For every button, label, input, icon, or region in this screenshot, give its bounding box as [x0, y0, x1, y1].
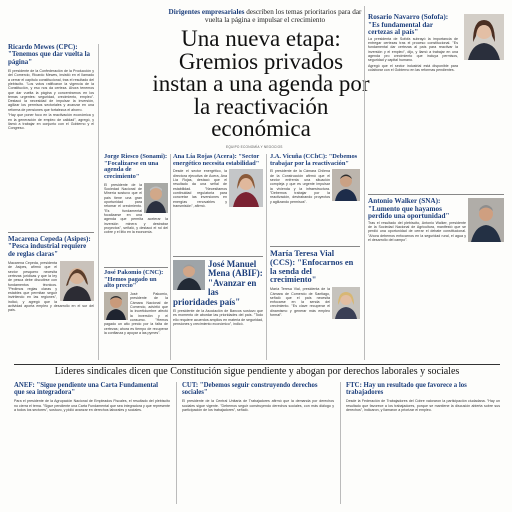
- column-divider: [266, 154, 267, 360]
- article-headline: Jorge Riesco (Sonami): "Focalizarse en una agenda de crecimiento": [104, 153, 168, 181]
- article-paragraph: El presidente de la Central Unitaria de Trabajadores afirmó que la demanda por derechos sociales sigue vigente. "Debemos seguir construyendo derechos sociales, con más diálogo y participación de los trabajadores", señaló.: [182, 399, 334, 412]
- article-headline: Antonio Walker (SNA): "Lumento que hayamos perdido una oportunidad": [368, 197, 450, 221]
- article-body: [14, 399, 170, 495]
- article-headline: Macarena Cepeda (Asipes): "Pesca industrial requiere de reglas claras": [8, 235, 91, 258]
- article-headline: María Teresa Vial (CCS): "Enfocarnos en la senda del crecimiento": [270, 249, 354, 285]
- article-body: [8, 69, 94, 209]
- left-column: [8, 44, 94, 360]
- article-paragraph: Desde el sector energético, la directora ejecutiva de Acera, Ana Lía Rojas, destacó que el resultado da una señal de estabilidad. "Necesitamos continuidad regulatoria para concretar las inversiones en energías renovables y transmisión", afirmó.: [173, 169, 227, 208]
- column-divider: [340, 382, 341, 504]
- portrait-photo: [464, 14, 504, 60]
- section-rule: [14, 364, 500, 365]
- portrait-photo: [60, 261, 94, 301]
- article-headline: José Manuel Mena (ABIF): "Avanzar en las prioridades país": [173, 259, 263, 307]
- column-divider: [176, 382, 177, 504]
- article-headline: J.A. Vicuña (CChC): "Debemos trabajar por la reactivación": [270, 153, 358, 167]
- article-paragraph: El presidente de la Cámara Chilena de la Construcción afirmó que el sector enfrenta una situación compleja y que es urgente impulsar la vivienda y la infraestructura. "Debemos trabajar por la reactivación, destrabando proyectos y agilizando permisos".: [270, 169, 330, 204]
- left-article-0: [8, 44, 94, 209]
- article-body: [173, 309, 263, 365]
- portrait-photo: [332, 287, 360, 319]
- article-headline: ANEF: "Sigue pendiente una Carta Fundamental que sea integradora": [14, 382, 159, 397]
- article-body: [182, 399, 334, 495]
- article-headline: José Pakomio (CNC): "Hemos pagado un alto precio": [104, 269, 164, 290]
- article-headline: CUT: "Debemos seguir construyendo derechos sociales": [182, 382, 318, 397]
- portrait-photo: [332, 169, 360, 201]
- left-article-1: [8, 236, 94, 381]
- section-title: Líderes sindicales dicen que Constitución sigue pendiente y abogan por derechos laborales y sociales: [54, 366, 460, 377]
- right-column: [368, 14, 504, 360]
- divider: [104, 267, 168, 268]
- column-divider: [364, 6, 365, 360]
- bottom-article-cut: [182, 382, 334, 504]
- mid-article-1: [104, 270, 168, 344]
- divider: [368, 194, 504, 195]
- right-article-1: [368, 198, 504, 333]
- page-title: Una nueva etapa: Gremios privados instan a una agenda por la reactivación económica: [152, 26, 370, 141]
- portrait-photo: [144, 183, 168, 213]
- mid-article-3: [270, 250, 360, 349]
- article-paragraph: El presidente de la Asociación de Bancos sostuvo que es momento de abordar las prioridades del país. "Todo ello requiere acuerdos amplios en materia de seguridad, pensiones y crecimiento económico", indicó.: [173, 309, 263, 327]
- article-body: [368, 37, 458, 179]
- kicker-text: describen los temas prioritarios para dar vuelta la página e impulsar el crecimiento: [204, 8, 362, 24]
- article-headline: Rosario Navarro (Sofofa): "Es fundamental dar certezas al país": [368, 13, 449, 37]
- article-paragraph: El presidente de la Sociedad Nacional de Minería sostuvo que el país tiene una gran oportunidad para retomar el crecimiento. "Es fundamental focalizarse en una agenda que permita acelerar la inversión minera y destrabar proyectos", señaló, y destacó el rol del cobre y el litio en la economía.: [104, 182, 168, 235]
- article-paragraph: María Teresa Vial, presidenta de la Cámara de Comercio de Santiago, señaló que el país necesita enfocarse en la senda del crecimiento. "Es clave recuperar el dinamismo y generar más empleo formal".: [270, 287, 330, 318]
- bottom-article-ftc: [346, 382, 500, 504]
- portrait-photo: [229, 169, 263, 207]
- article-paragraph: José Pakomio, presidente de la Cámara Nacional de Comercio, advirtió que la incertidumbre afectó la inversión y el consumo. "Hemos pagado un alto precio por la falta de certezas; ahora es tiempo de recuperar la confianza y apoyar a las pymes".: [104, 292, 168, 335]
- bottom-article-anef: [14, 382, 170, 504]
- article-paragraph: Para el presidente de la Agrupación Nacional de Empleados Fiscales, el resultado del plebiscito no cierra el tema. "Sigue pendiente una Carta Fundamental que sea integradora y que represente a todos los sectores", sostuvo, y pidió avanzar en derechos laborales y sociales.: [14, 399, 170, 412]
- divider: [8, 232, 94, 233]
- article-paragraph: Tras el resultado del plebiscito, Antonio Walker, presidente de la Sociedad Nacional de Agricultura, manifestó que se perdió una oportunidad de cerrar el debate constitucional. "Ahora debemos enfocarnos en la seguridad rural, el agua y el desarrollo del campo".: [368, 220, 466, 242]
- divider: [270, 246, 360, 247]
- article-paragraph: Macarena Cepeda, presidenta de Asipes, afirmó que el sector pesquero necesita certezas jurídicas y que la ley de pesca debe discutirse con fundamentos técnicos. "Pedimos reglas claras y estables que permitan seguir invirtiendo en las regiones", indicó, y agregó que la actividad aporta empleo y desarrollo en el sur del país.: [8, 261, 94, 313]
- article-paragraph: Desde la Federación de Trabajadores del Cobre valoraron la participación ciudadana. "Hay un resultado que favorece a los trabajadores, porque se mantiene la discusión abierta sobre sus derechos", indicaron, y llamaron a priorizar el empleo.: [346, 399, 500, 412]
- column-divider: [170, 154, 171, 360]
- kicker-emphasis: Dirigentes empresariales: [168, 8, 245, 16]
- mid-article-2: [173, 260, 263, 365]
- article-paragraph: "Hay que poner foco en la reactivación económica y en la generación de empleo de calidad", agregó, y llamó a trabajar en conjunto con el Gobierno y el Congreso.: [8, 113, 94, 131]
- kicker: [160, 8, 370, 24]
- portrait-photo: [173, 260, 205, 290]
- portrait-photo: [468, 198, 504, 242]
- mid-column-2: [173, 154, 263, 360]
- mid-column-3: [270, 154, 360, 360]
- article-headline: Ana Lía Rojas (Acera): "Sector energético necesita estabilidad": [173, 153, 260, 167]
- column-divider: [98, 44, 99, 360]
- article-headline: FTC: Hay un resultado que favorece a los trabajadores: [346, 382, 467, 397]
- article-headline: Ricardo Mewes (CPC): "Tenemos que dar vuelta la página": [8, 43, 91, 66]
- divider: [173, 256, 263, 257]
- article-paragraph: El presidente de la Confederación de la Producción y del Comercio, Ricardo Mewes, insistió en el llamado a cerrar el capítulo constitucional, tras el resultado del plebiscito. "Los votos ratificaron la vigencia de la Constitución, y eso nos da certeza. Ahora tenemos que dar vuelta la página y concentrarnos en los temas urgentes: seguridad, crecimiento, empleo". Destacó la necesidad de impulsar la inversión, agilizar los permisos sectoriales y avanzar en una reforma de pensiones que fortalezca el ahorro.: [8, 69, 94, 112]
- byline: EQUIPO ECONOMÍA Y NEGOCIOS: [226, 145, 283, 149]
- article-body: [346, 399, 500, 495]
- article-paragraph: Agregó que el sector industrial está disponible para colaborar con el Gobierno en las reformas pendientes.: [368, 63, 458, 73]
- portrait-photo: [104, 292, 128, 320]
- mid-column-1: [104, 154, 168, 360]
- article-paragraph: La presidenta de Sofofa subrayó la importancia de entregar certezas tras el proceso constitucional. "Es fundamental dar certezas al país para reactivar la inversión y el empleo", dijo, y llamó a trabajar en una agenda pro crecimiento que incluya permisos, seguridad y capital humano.: [368, 36, 458, 63]
